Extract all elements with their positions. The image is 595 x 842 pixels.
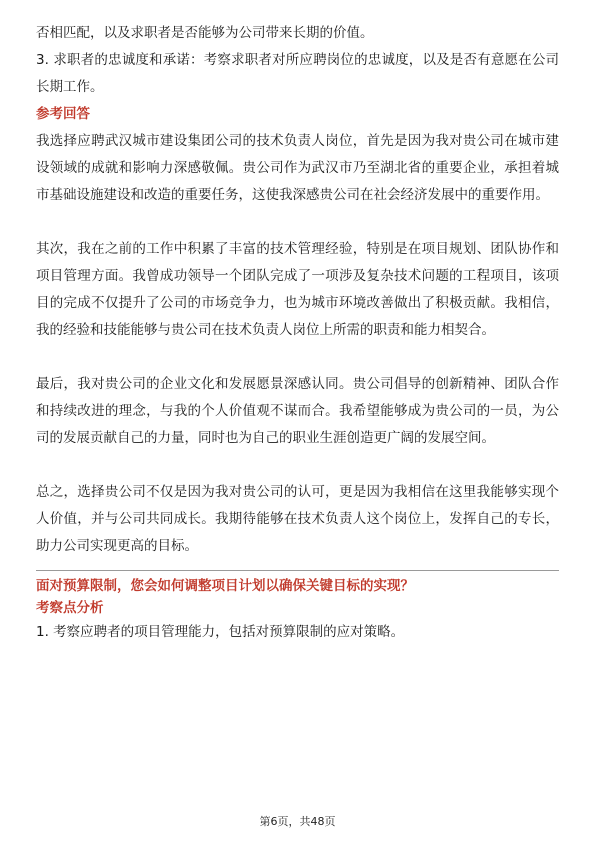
continuation-line: 否相匹配，以及求职者是否能够为公司带来长期的价值。 xyxy=(36,25,374,41)
answer-paragraph-3: 最后，我对贵公司的企业文化和发展愿景深感认同。贵公司倡导的创新精神、团队合作和持续改进的理念，与我的个人价值观不谋而合。我希望能够成为贵公司的一员，为公司的发展贡献自己的力量，同时也为自己的职业生涯创造更广阔的发展空间。 xyxy=(36,376,559,446)
criteria-item-3: 3. 求职者的忠诚度和承诺：考察求职者对所应聘岗位的忠诚度，以及是否有意愿在公司长期工作。 xyxy=(36,52,559,95)
section-divider xyxy=(36,570,559,571)
analysis-heading: 考察点分析 xyxy=(36,600,104,616)
reference-answer-heading: 参考回答 xyxy=(36,106,90,122)
paragraph-spacer xyxy=(36,452,559,479)
analysis-item-1: 1. 考察应聘者的项目管理能力，包括对预算限制的应对策略。 xyxy=(36,624,405,640)
question-title: 面对预算限制，您会如何调整项目计划以确保关键目标的实现？ xyxy=(36,578,414,594)
answer-paragraph-4: 总之，选择贵公司不仅是因为我对贵公司的认可，更是因为我相信在这里我能够实现个人价值，并与公司共同成长。我期待能够在技术负责人这个岗位上，发挥自己的专长，助力公司实现更高的目标。 xyxy=(36,484,559,554)
document-page xyxy=(36,20,559,646)
paragraph-spacer xyxy=(36,344,559,371)
answer-paragraph-1: 我选择应聘武汉城市建设集团公司的技术负责人岗位，首先是因为我对贵公司在城市建设领域的成就和影响力深感敬佩。贵公司作为武汉市乃至湖北省的重要企业，承担着城市基础设施建设和改造的重要任务，这使我深感贵公司在社会经济发展中的重要作用。 xyxy=(36,133,559,203)
answer-paragraph-2: 其次，我在之前的工作中积累了丰富的技术管理经验，特别是在项目规划、团队协作和项目管理方面。我曾成功领导一个团队完成了一项涉及复杂技术问题的工程项目，该项目的完成不仅提升了公司的市场竞争力，也为城市环境改善做出了积极贡献。我相信，我的经验和技能能够与贵公司在技术负责人岗位上所需的职责和能力相契合。 xyxy=(36,241,559,338)
paragraph-spacer xyxy=(36,209,559,236)
page-footer: 第6页，共48页 xyxy=(259,815,336,828)
